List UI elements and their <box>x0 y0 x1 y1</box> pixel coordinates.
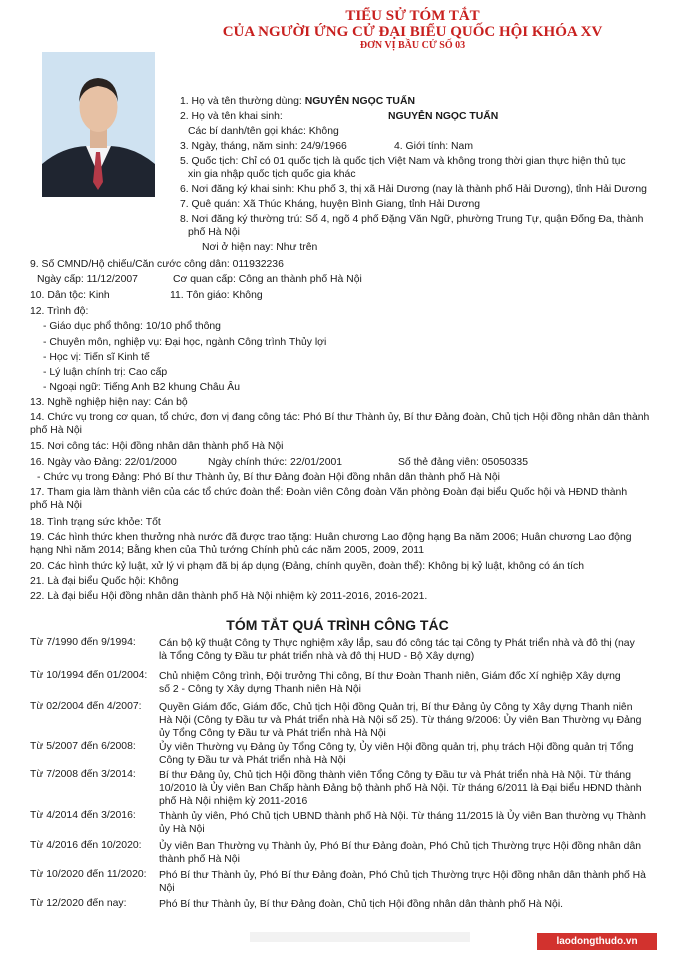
work-description-line: Ủy viên Thường vụ Đảng ủy Tổng Công ty, Ủy viên Hội đồng quản trị, phụ trách Hội đồng quản trị Tổng <box>159 742 634 753</box>
work-description-line: Chủ nhiệm Công trình, Đội trưởng Thi công, Bí thư Đoàn Thanh niên, Giám đốc Xí nghiệp Xây dựng <box>159 671 621 682</box>
work-description-line: là Tổng Công ty Đầu tư phát triển nhà và đô thị HUD - Bộ Xây dựng) <box>159 651 475 662</box>
work-period: Từ 4/2014 đến 3/2016: <box>30 810 136 821</box>
work-description-line: Quyền Giám đốc, Giám đốc, Chủ tịch Hội đồng Quản trị, Bí thư Đảng ủy Công ty Xây dựng Thanh niên <box>159 702 633 713</box>
work-description-line: 10/2010 là Ủy viên Ban Chấp hành Đảng bộ thành phố Hà Nội. Từ tháng 6/2011 là Đại biểu HĐND thành <box>159 783 642 794</box>
work-description-line: thành phố Hà Nội <box>159 854 240 865</box>
work-period: Từ 5/2007 đến 6/2008: <box>30 741 136 752</box>
nationality: 5. Quốc tịch: Chỉ có 01 quốc tịch là quốc tịch Việt Nam và không trong thời gian thực hiện thủ tục <box>180 156 626 167</box>
id-number: 9. Số CMND/Hộ chiếu/Căn cước công dân: 011932236 <box>30 259 284 270</box>
portrait-photo <box>42 52 155 197</box>
occupation: 13. Nghề nghiệp hiện nay: Cán bộ <box>30 397 188 408</box>
work-period: Từ 02/2004 đến 4/2007: <box>30 701 142 712</box>
work-description-line: ủy Tổng Công ty Đầu tư và Phát triển nhà Hà Nội <box>159 728 386 739</box>
doc-title: TIỂU SỬ TÓM TẮT <box>345 8 480 24</box>
party-position: - Chức vụ trong Đảng: Phó Bí thư Thành ủy, Bí thư Đảng đoàn Hội đồng nhân dân thành phố Hà Nội <box>37 472 500 483</box>
permanent-residence-cont: phố Hà Nội <box>188 227 240 238</box>
birth-registration: 6. Nơi đăng ký khai sinh: Khu phố 3, thị xã Hải Dương (nay là thành phố Hải Dương), tỉnh Hải Dương <box>180 184 647 195</box>
education-political: - Lý luận chính trị: Cao cấp <box>43 367 168 378</box>
work-description-line: ủy Hà Nội <box>159 824 205 835</box>
work-description-line: Thành ủy viên, Phó Chủ tịch UBND thành phố Hà Nội. Từ tháng 11/2015 là Ủy viên Ban thường vụ Thành <box>159 811 646 822</box>
work-period: Từ 7/2008 đến 3/2014: <box>30 769 136 780</box>
work-period: Từ 4/2016 đến 10/2020: <box>30 840 142 851</box>
birth-name-label: 2. Họ và tên khai sinh: <box>180 111 283 122</box>
work-history-title: TÓM TẮT QUÁ TRÌNH CÔNG TÁC <box>226 617 449 633</box>
watermark-badge: laodongthudo.vn <box>537 933 657 950</box>
education-degree: - Học vị: Tiến sĩ Kinh tế <box>43 352 150 363</box>
aliases: Các bí danh/tên gọi khác: Không <box>188 126 339 137</box>
work-description <box>159 840 641 866</box>
education-heading: 12. Trình độ: <box>30 306 89 317</box>
workplace: 15. Nơi công tác: Hội đồng nhân dân thành phố Hà Nội <box>30 441 284 452</box>
birth-name-value: NGUYỄN NGỌC TUẤN <box>388 111 499 122</box>
work-description <box>159 769 642 808</box>
work-description-line: Hà Nội (Công ty Đầu tư và Phát triển nhà Hà Nội số 25). Từ tháng 9/2006: Ủy viên Ban Thường vụ Đảng <box>159 715 642 726</box>
work-description <box>159 741 634 767</box>
gender: 4. Giới tính: Nam <box>394 141 473 152</box>
ethnicity: 10. Dân tộc: Kinh <box>30 290 110 301</box>
awards: 19. Các hình thức khen thưởng nhà nước đã được trao tặng: Huân chương Lao động hạng Ba năm 2006; Huân chương Lao động <box>30 532 632 543</box>
education-general: - Giáo dục phổ thông: 10/10 phổ thông <box>43 321 221 332</box>
work-description <box>159 810 646 836</box>
nationality-cont: xin gia nhập quốc tịch quốc gia khác <box>188 169 356 180</box>
work-period: Từ 12/2020 đến nay: <box>30 898 127 909</box>
education-language: - Ngoại ngữ: Tiếng Anh B2 khung Châu Âu <box>43 382 241 393</box>
religion: 11. Tôn giáo: Không <box>170 290 263 301</box>
doc-subtitle: ĐƠN VỊ BẦU CỬ SỐ 03 <box>359 40 466 51</box>
current-position-cont: phố Hà Nội <box>30 425 82 436</box>
work-description-line: Phó Bí thư Thành ủy, Bí thư Đảng đoàn, Chủ tịch Hội đồng nhân dân thành phố Hà Nội. <box>159 899 564 910</box>
work-period: Từ 7/1990 đến 9/1994: <box>30 637 136 648</box>
work-period: Từ 10/2020 đến 11/2020: <box>30 869 147 880</box>
faint-background-seal <box>250 930 470 944</box>
date-of-birth: 3. Ngày, tháng, năm sinh: 24/9/1966 <box>180 141 347 152</box>
current-position: 14. Chức vụ trong cơ quan, tổ chức, đơn vị đang công tác: Phó Bí thư Thành ủy, Bí thư Đảng đoàn, Chủ tịch Hội đồng nhân dân thành <box>30 412 650 423</box>
full-name-common: 1. Họ và tên thường dùng: NGUYỄN NGỌC TUẤN <box>180 96 415 107</box>
id-issue-date: Ngày cấp: 11/12/2007 <box>37 274 138 285</box>
party-join-date: 16. Ngày vào Đảng: 22/01/2000 <box>30 457 177 468</box>
party-official-date: Ngày chính thức: 22/01/2001 <box>208 457 343 468</box>
awards-cont: hạng Nhì năm 2014; Bằng khen của Thủ tướng Chính phủ các năm 2005, 2009, 2011 <box>30 545 425 556</box>
work-description <box>159 670 629 696</box>
work-period: Từ 10/1994 đến 01/2004: <box>30 670 148 681</box>
organization-membership: 17. Tham gia làm thành viên của các tổ chức đoàn thể: Đoàn viên Công đoàn Văn phòng Đoàn đại biểu Quốc hội và HĐND thành <box>30 487 628 498</box>
work-description <box>159 637 635 663</box>
current-residence: Nơi ở hiện nay: Như trên <box>202 242 318 253</box>
work-description-line: Ủy viên Ban Thường vụ Thành ủy, Phó Bí thư Đảng đoàn, Phó Chủ tịch Thường trực Hội đồng nhân dân <box>159 841 641 852</box>
work-description <box>159 701 642 740</box>
party-card-number: Số thẻ đảng viên: 05050335 <box>398 457 528 468</box>
work-description-line: Phó Bí thư Thành ủy, Phó Bí thư Đảng đoàn, Phó Chủ tịch Thường trực Hội đồng nhân dân thành phố Hà <box>159 870 646 881</box>
work-description <box>159 898 629 911</box>
work-description-line: Cán bộ kỹ thuật Công ty Thực nghiệm xây lắp, sau đó công tác tại Công ty Phát triển nhà và đô thị (nay <box>159 638 635 649</box>
national-assembly-deputy: 21. Là đại biểu Quốc hội: Không <box>30 576 179 587</box>
education-professional: - Chuyên môn, nghiệp vụ: Đại học, ngành Công trình Thủy lợi <box>43 337 327 348</box>
work-description-line: Nội <box>159 883 175 894</box>
disciplinary-record: 20. Các hình thức kỷ luật, xử lý vi phạm đã bị áp dụng (Đảng, chính quyền, đoàn thể): Không bị kỷ luật, không có án tích <box>30 561 584 572</box>
council-deputy: 22. Là đại biểu Hội đồng nhân dân thành phố Hà Nội nhiệm kỳ 2011-2016, 2016-2021. <box>30 591 428 602</box>
hometown: 7. Quê quán: Xã Thúc Kháng, huyện Bình Giang, tỉnh Hải Dương <box>180 199 481 210</box>
work-description-line: Công ty Đầu tư và Phát triển nhà Hà Nội <box>159 755 346 766</box>
work-description-line: Bí thư Đảng ủy, Chủ tịch Hội đồng thành viên Tổng Công ty Đầu tư và Phát triển nhà Hà Nội. Từ tháng <box>159 770 631 781</box>
doc-title-line2: CỦA NGƯỜI ỨNG CỬ ĐẠI BIỂU QUỐC HỘI KHÓA XV <box>222 24 603 40</box>
organization-membership-cont: phố Hà Nội <box>30 500 82 511</box>
permanent-residence: 8. Nơi đăng ký thường trú: Số 4, ngõ 4 phố Đặng Văn Ngữ, phường Trung Tự, quận Đống Đa, thành <box>180 214 644 225</box>
work-description-line: số 2 - Công ty Xây dựng Thanh niên Hà Nội <box>159 684 361 695</box>
work-description-line: phố Hà Nội nhiệm kỳ 2011-2016 <box>159 796 308 807</box>
id-issuer: Cơ quan cấp: Công an thành phố Hà Nội <box>173 274 362 285</box>
full-name-value: NGUYỄN NGỌC TUẤN <box>304 96 415 107</box>
health-status: 18. Tình trạng sức khỏe: Tốt <box>30 517 161 528</box>
work-description <box>159 869 646 895</box>
